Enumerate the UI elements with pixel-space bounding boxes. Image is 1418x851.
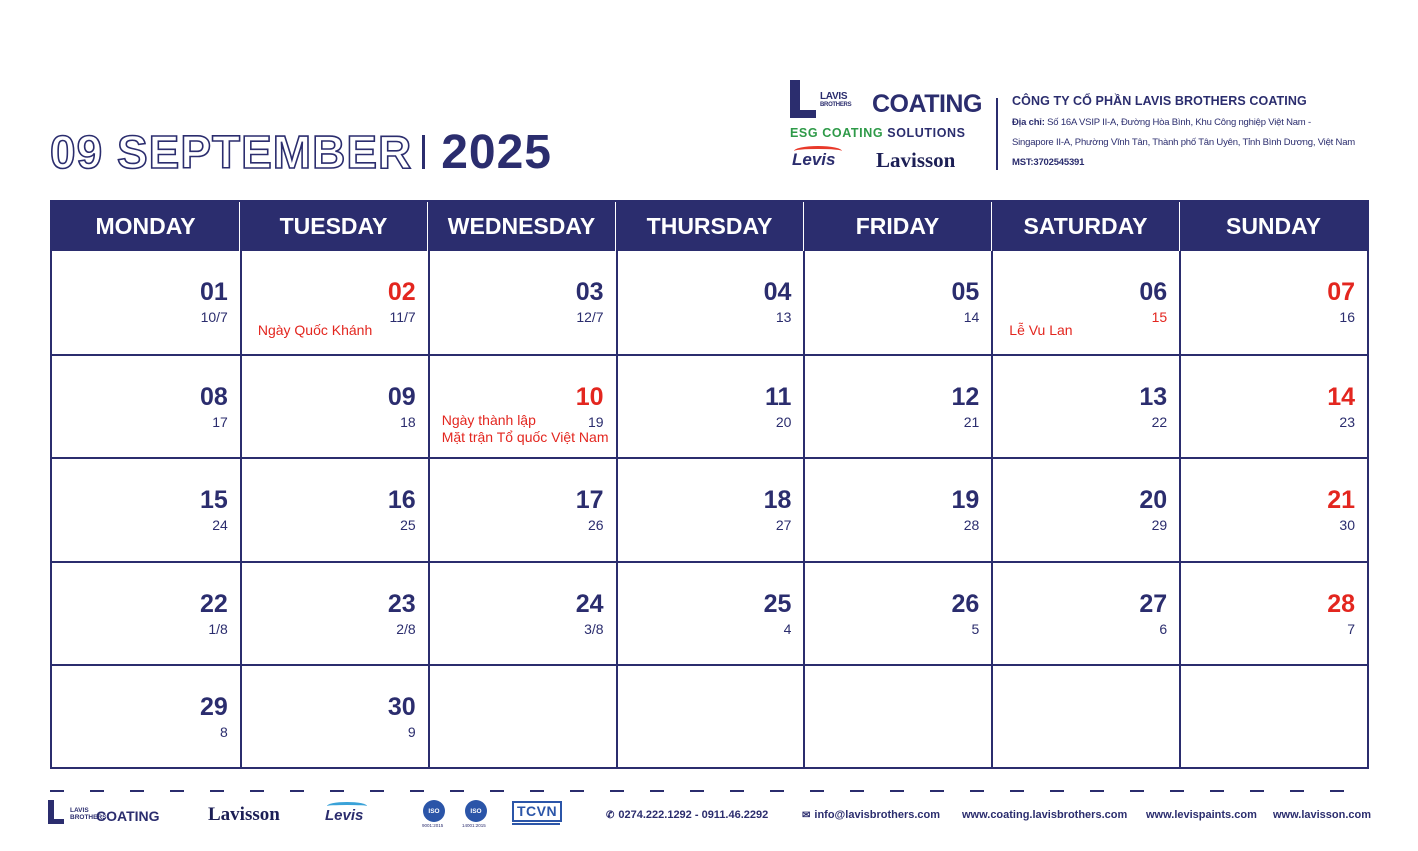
lunar-date: 14 (963, 309, 980, 325)
day-cell (240, 664, 428, 767)
lunar-date: 30 (1339, 517, 1355, 534)
lunar-date: 12/7 (576, 309, 604, 325)
weekday-wednesday: WEDNESDAY (427, 202, 615, 251)
day-number: 04 (763, 278, 792, 306)
month-name: SEPTEMBER (116, 126, 413, 178)
day-cell (991, 251, 1179, 354)
day-cell (616, 354, 804, 457)
address-label: Địa chỉ: (1012, 117, 1045, 128)
holiday-note-line: Mặt trận Tổ quốc Việt Nam (441, 429, 609, 446)
lavisson-logo: Lavisson (876, 148, 956, 172)
holiday-note (1009, 322, 1072, 339)
footer-lavis-l-mark-icon (48, 800, 64, 824)
day-number: 29 (200, 692, 228, 721)
lunar-date: 27 (775, 517, 792, 534)
lunar-date: 23 (1339, 414, 1355, 431)
footer-website-levis[interactable]: www.levispaints.com (1146, 809, 1257, 821)
day-cell (803, 251, 991, 354)
lunar-date: 13 (775, 309, 792, 325)
empty-cell (428, 664, 616, 767)
tcvn-badge: TCVN (512, 801, 562, 822)
day-cell (803, 561, 991, 664)
tax-id: 3702545391 (1033, 157, 1085, 168)
holiday-note (442, 412, 609, 446)
mail-icon: ✉ (802, 810, 811, 821)
calendar-title (50, 122, 552, 182)
weekday-thursday: THURSDAY (615, 202, 803, 251)
weekday-friday: FRIDAY (803, 202, 991, 251)
day-number: 26 (951, 589, 980, 618)
day-cell (52, 561, 240, 664)
weekday-tuesday: TUESDAY (239, 202, 427, 251)
empty-cell (1179, 664, 1367, 767)
title-divider (422, 135, 425, 169)
esg-tagline (790, 126, 966, 140)
day-cell (1179, 251, 1367, 354)
esg-tagline-green: ESG COATING (790, 126, 884, 140)
brand-wordmark (820, 92, 864, 109)
lunar-date: 2/8 (396, 620, 416, 637)
empty-cell (803, 664, 991, 767)
day-cell (428, 457, 616, 560)
lunar-date: 20 (775, 414, 792, 431)
day-cell (991, 457, 1179, 560)
phone-text: 0274.222.1292 - 0911.46.2292 (618, 809, 769, 821)
tax-label: MST: (1012, 157, 1034, 168)
day-cell (52, 354, 240, 457)
day-cell (616, 457, 804, 560)
calendar-days (52, 251, 1367, 767)
phone-icon: ✆ (606, 810, 615, 821)
lunar-date: 19 (587, 414, 604, 431)
weekday-sunday: SUNDAY (1179, 202, 1367, 251)
lunar-date: 8 (220, 723, 228, 740)
year-label: 2025 (441, 125, 552, 179)
day-number: 06 (1139, 278, 1168, 306)
day-cell (616, 561, 804, 664)
day-number: 09 (387, 383, 416, 412)
brand-mark-top: LAVIS (820, 91, 848, 102)
day-number: 02 (387, 278, 416, 306)
day-cell (52, 664, 240, 767)
brand-coating-text: COATING (872, 90, 982, 118)
lunar-date: 28 (963, 517, 980, 534)
empty-cell (616, 664, 804, 767)
footer-dashed-divider (50, 790, 1369, 792)
day-number: 16 (387, 486, 416, 515)
day-number: 22 (200, 589, 228, 618)
day-number: 07 (1327, 278, 1355, 306)
day-number: 25 (763, 589, 792, 618)
iso-9001-badge-icon: ISO (423, 800, 445, 822)
holiday-note (258, 322, 372, 339)
day-number: 20 (1139, 486, 1168, 515)
iso-14001-caption: 14001:2015 (462, 823, 486, 828)
email-text[interactable]: info@lavisbrothers.com (814, 809, 941, 821)
day-number: 05 (951, 278, 980, 306)
day-number: 08 (200, 383, 228, 412)
day-cell (240, 251, 428, 354)
footer-phone (606, 809, 768, 821)
day-cell (803, 457, 991, 560)
company-address-line-1 (1012, 113, 1372, 133)
day-number: 28 (1327, 589, 1355, 618)
lunar-date: 26 (587, 517, 604, 534)
day-number: 17 (575, 486, 604, 515)
month-label (50, 125, 412, 179)
day-cell (52, 251, 240, 354)
day-number: 18 (763, 486, 792, 515)
lunar-date: 5 (971, 620, 980, 637)
day-number: 30 (387, 692, 416, 721)
lunar-date: 1/8 (208, 620, 228, 637)
day-number: 19 (951, 486, 980, 515)
holiday-note-line: Ngày thành lập (441, 412, 536, 429)
day-cell (616, 251, 804, 354)
day-number: 11 (764, 383, 792, 412)
footer-levis-logo: Levis (325, 807, 364, 824)
company-info (1012, 94, 1372, 173)
weekday-monday: MONDAY (95, 213, 196, 239)
empty-cell (991, 664, 1179, 767)
lunar-date: 10/7 (200, 309, 228, 325)
day-cell (428, 251, 616, 354)
day-number: 15 (200, 486, 228, 515)
day-number: 14 (1327, 383, 1355, 412)
day-cell (991, 561, 1179, 664)
lunar-date: 24 (212, 517, 228, 534)
day-cell (991, 354, 1179, 457)
weekday-header (52, 202, 1367, 251)
esg-tagline-navy: SOLUTIONS (887, 126, 966, 140)
month-number: 09 (50, 126, 104, 178)
day-cell (1179, 354, 1367, 457)
lunar-date: 22 (1151, 414, 1168, 431)
lunar-date: 6 (1159, 620, 1168, 637)
day-cell (428, 354, 616, 457)
calendar-grid (50, 200, 1369, 769)
lunar-date: 7 (1347, 620, 1355, 637)
day-cell (240, 457, 428, 560)
address-text-1: Số 16A VSIP II-A, Đường Hòa Bình, Khu Công nghiệp Việt Nam - (1047, 117, 1311, 128)
footer-website-coating[interactable]: www.coating.lavisbrothers.com (962, 809, 1128, 821)
lunar-date: 25 (400, 517, 416, 534)
day-cell (240, 561, 428, 664)
levis-logo: Levis (792, 150, 836, 169)
day-number: 13 (1139, 383, 1168, 412)
header-divider (996, 98, 998, 170)
footer-email[interactable] (802, 809, 940, 821)
lunar-date: 18 (400, 414, 416, 431)
footer-website-lavisson[interactable]: www.lavisson.com (1273, 809, 1372, 821)
weekday-saturday: SATURDAY (991, 202, 1179, 251)
day-cell (52, 457, 240, 560)
day-number: 21 (1327, 486, 1355, 515)
day-number: 27 (1139, 589, 1168, 618)
footer-brand-bottom: BROTHERS (70, 814, 107, 821)
day-number: 12 (951, 383, 980, 412)
brand-mark-bottom: BROTHERS (820, 102, 852, 108)
footer (0, 796, 1418, 836)
holiday-note-line: Ngày Quốc Khánh (257, 322, 373, 338)
holiday-note-line: Lễ Vu Lan (1009, 322, 1073, 338)
day-cell (1179, 561, 1367, 664)
day-number: 24 (575, 589, 604, 618)
day-cell (240, 354, 428, 457)
lavis-l-mark-icon (790, 80, 816, 118)
day-cell (428, 561, 616, 664)
footer-brand-coating: COATING (96, 808, 160, 824)
footer-lavisson-logo: Lavisson (208, 804, 280, 825)
company-name: CÔNG TY CỔ PHẦN LAVIS BROTHERS COATING (1012, 94, 1307, 108)
lunar-date: 9 (407, 723, 416, 740)
lunar-date: 21 (963, 414, 980, 431)
day-cell (1179, 457, 1367, 560)
day-number: 23 (387, 589, 416, 618)
lunar-date: 17 (212, 414, 228, 431)
iso-14001-badge-icon: ISO (465, 800, 487, 822)
day-cell (803, 354, 991, 457)
brand-logo-block (788, 78, 984, 174)
lunar-date: 3/8 (584, 620, 604, 637)
lunar-date: 11/7 (389, 309, 416, 325)
lunar-date: 15 (1151, 309, 1168, 325)
day-number: 10 (575, 383, 604, 412)
iso-9001-caption: 9001:2015 (422, 823, 444, 828)
lunar-date: 29 (1151, 517, 1168, 534)
lunar-date: 4 (783, 620, 792, 637)
day-number: 01 (200, 278, 228, 306)
company-address-line-2: Singapore II-A, Phường Vĩnh Tân, Thành phố Tân Uyên, Tỉnh Bình Dương, Việt Nam (1012, 137, 1355, 148)
day-number: 03 (575, 278, 604, 306)
tcvn-underline (512, 823, 560, 825)
footer-brand-top: LAVIS (70, 807, 89, 814)
lunar-date: 16 (1339, 309, 1355, 325)
company-tax-line (1012, 153, 1372, 173)
